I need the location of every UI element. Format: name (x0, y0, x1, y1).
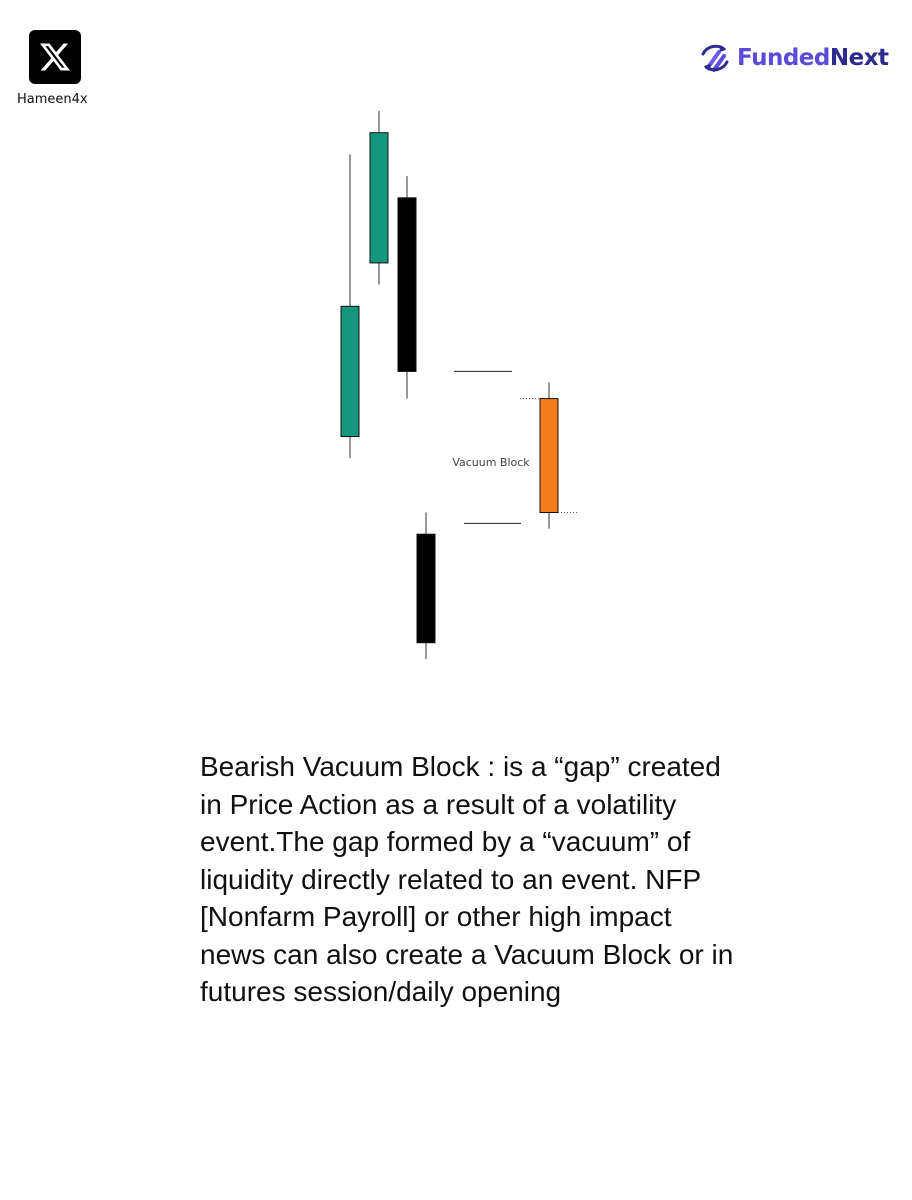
brand-name-part2: Next (829, 45, 889, 71)
brand-name-part1: Funded (737, 45, 830, 71)
candle-body (540, 399, 558, 513)
candle-body (398, 198, 416, 372)
candle-body (341, 306, 359, 436)
candle-body (417, 534, 435, 643)
vacuum-block-label: Vacuum Block (452, 456, 530, 469)
candle-body (370, 133, 388, 263)
description-text: Bearish Vacuum Block : is a “gap” created in Price Action as a result of a volatility event.The gap formed by a “vacuum” of liquidity directly related to an event. NFP [Nonfarm Payroll] or other high impact news can also create a Vacuum Block or in futures session/daily opening (200, 751, 734, 1007)
author-handle: Hameen4x (17, 92, 88, 107)
